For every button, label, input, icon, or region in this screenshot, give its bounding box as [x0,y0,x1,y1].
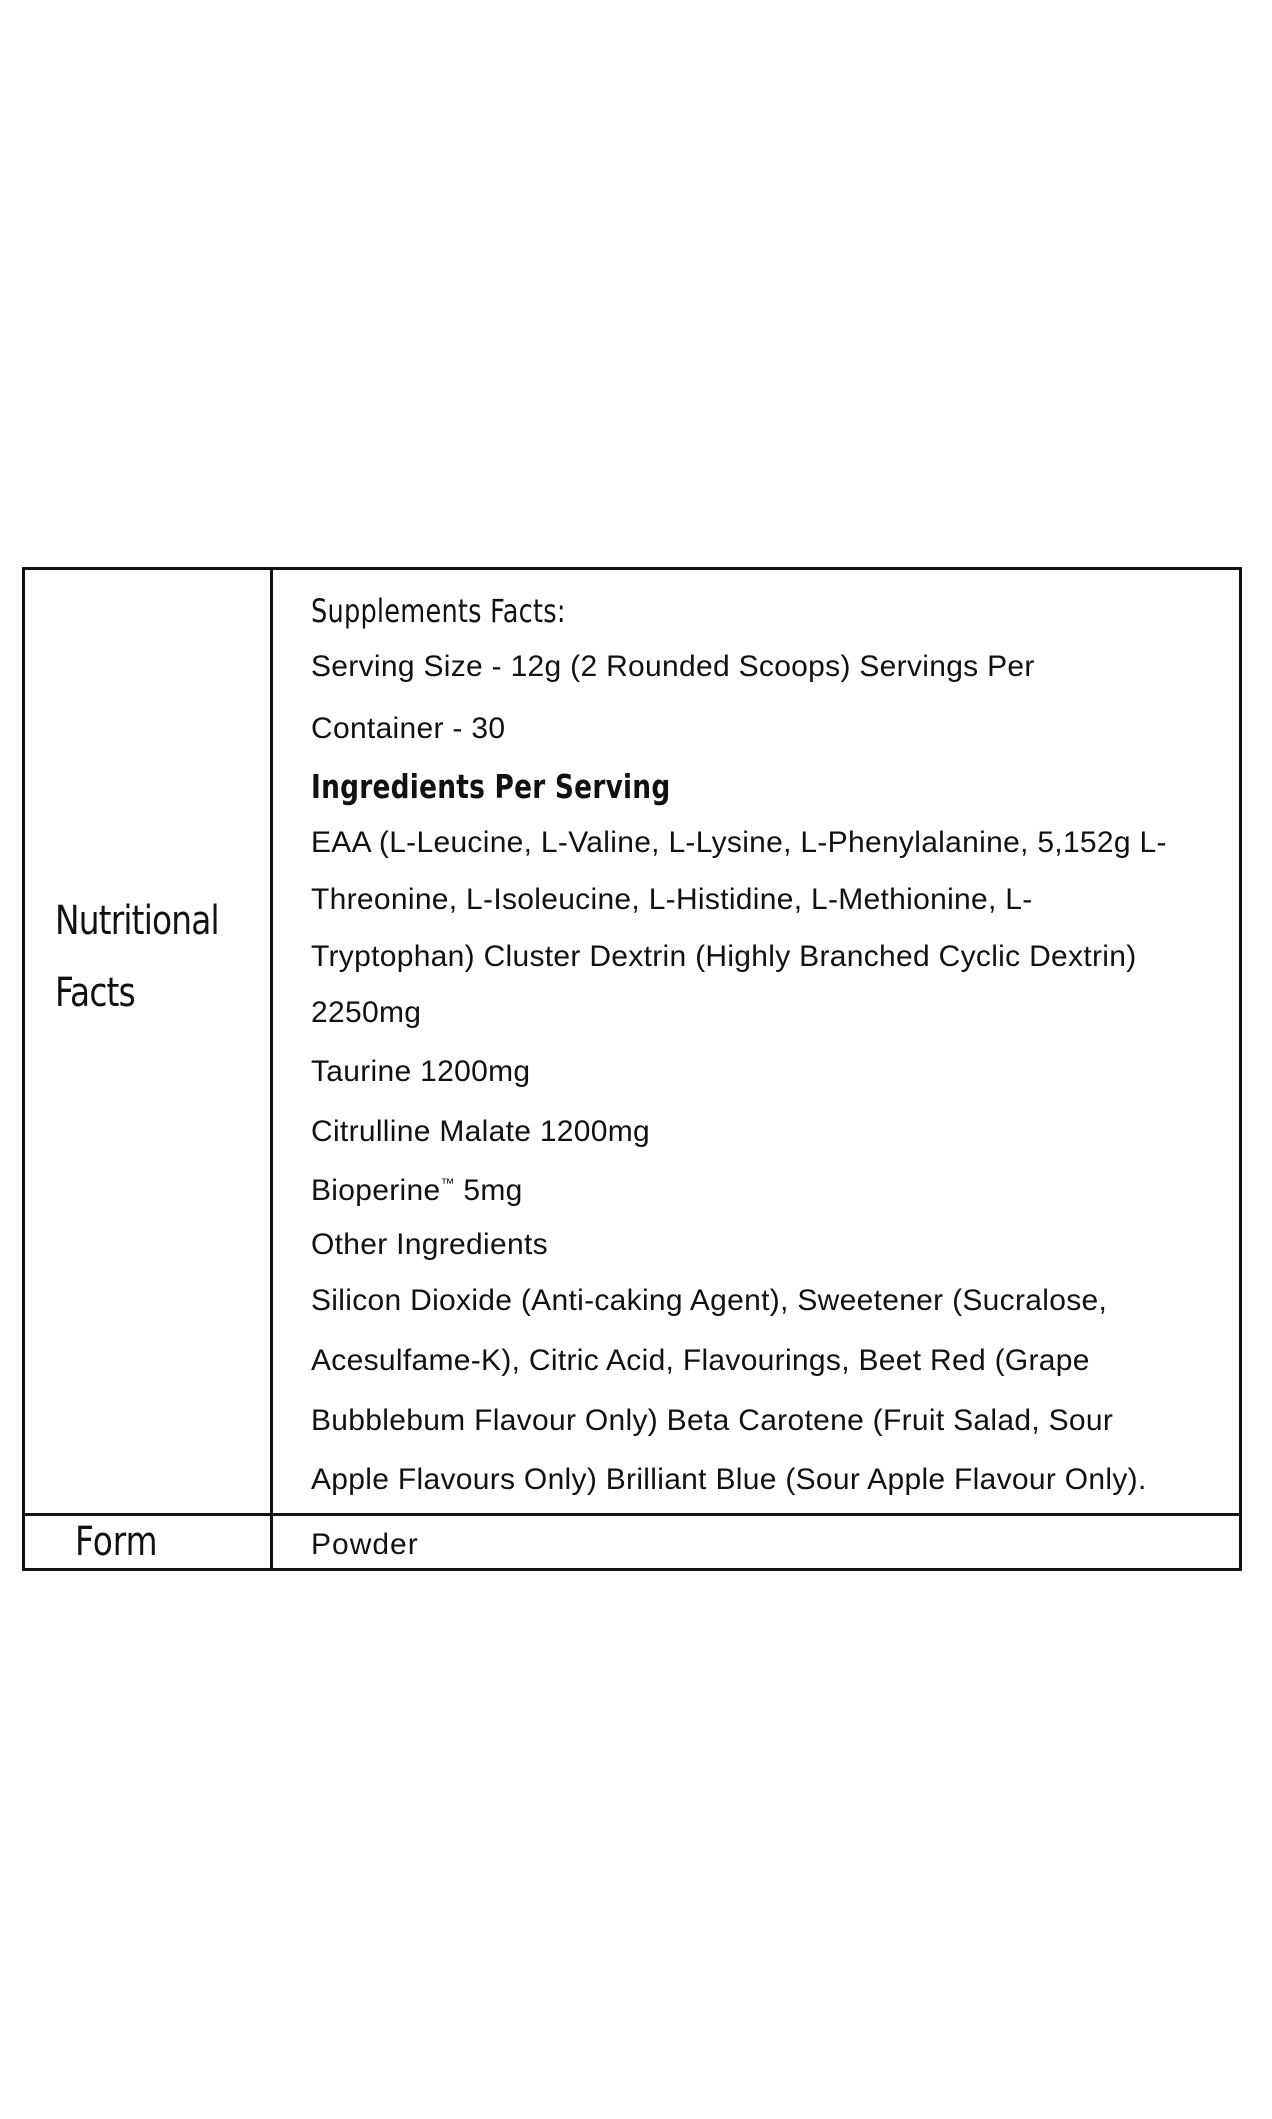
other-ingredient-line: Apple Flavours Only) Brilliant Blue (Sour Apple Flavour Only). [311,1463,1147,1496]
other-ingredients-heading: Other Ingredients [311,1228,548,1261]
nutritional-facts-label [25,885,270,1029]
ingredient-line: Citrulline Malate 1200mg [311,1115,651,1148]
ingredient-line: 2250mg [311,996,422,1029]
ingredient-line: Threonine, L-Isoleucine, L-Histidine, L-Methionine, L- [311,883,1033,916]
label-line: Facts [55,970,135,1016]
section-title: Supplements Facts: [311,592,566,630]
bioperine-name: Bioperine [311,1174,441,1207]
ingredient-line: EAA (L-Leucine, L-Valine, L-Lysine, L-Phenylalanine, 5,152g L- [311,826,1167,859]
ingredient-line: Tryptophan) Cluster Dextrin (Highly Branched Cyclic Dextrin) [311,940,1137,973]
ingredient-line: Taurine 1200mg [311,1055,531,1088]
form-label: Form [75,1519,158,1565]
column-divider [270,570,273,1568]
bioperine-amount: 5mg [454,1174,523,1207]
row-divider [25,1513,1239,1516]
serving-line: Container - 30 [311,712,506,745]
trademark-mark: ™ [440,1175,455,1191]
ingredients-heading: Ingredients Per Serving [311,767,671,806]
other-ingredient-line: Silicon Dioxide (Anti-caking Agent), Sweetener (Sucralose, [311,1284,1108,1317]
form-value: Powder [311,1528,419,1561]
other-ingredient-line: Bubblebum Flavour Only) Beta Carotene (Fruit Salad, Sour [311,1404,1114,1437]
other-ingredient-line: Acesulfame-K), Citric Acid, Flavourings, Beet Red (Grape [311,1344,1090,1377]
bioperine-line [311,1174,523,1208]
label-line: Nutritional [55,898,219,944]
serving-line: Serving Size - 12g (2 Rounded Scoops) Servings Per [311,650,1035,683]
nutrition-facts-table [22,567,1242,1571]
